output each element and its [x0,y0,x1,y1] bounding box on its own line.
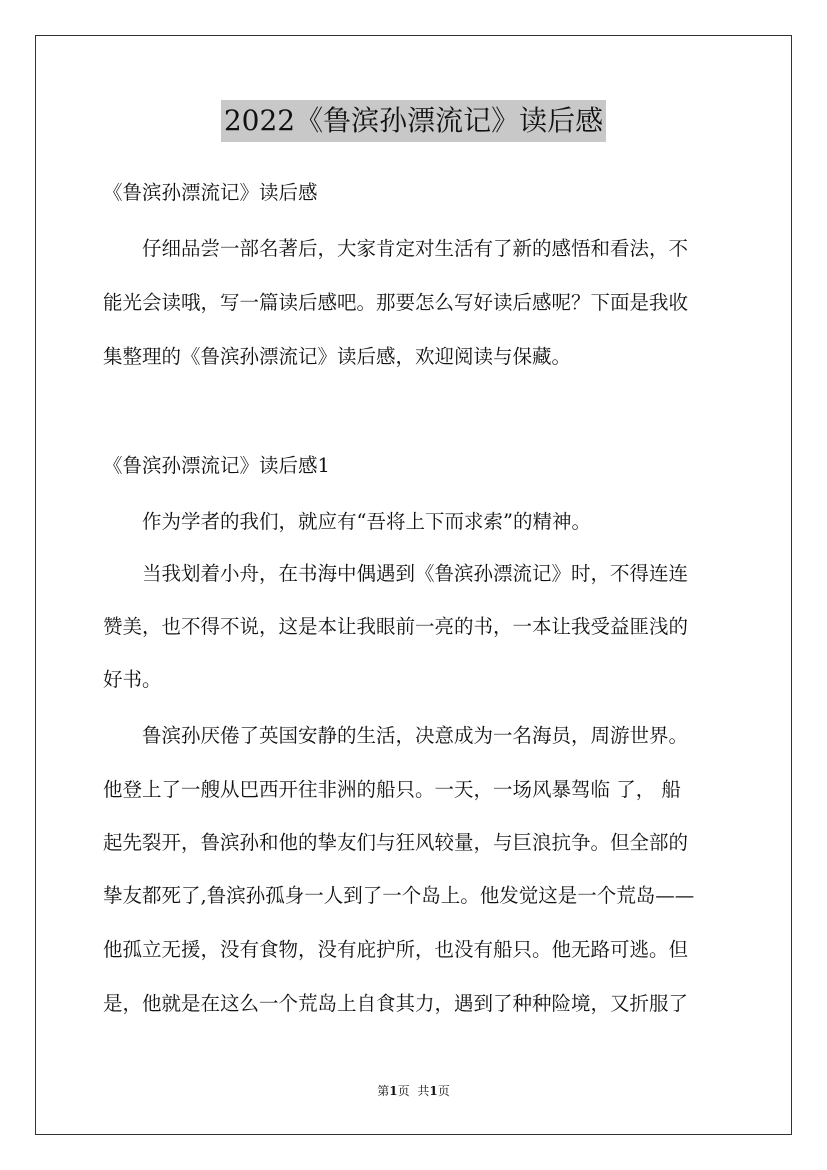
page-footer [0,1083,827,1099]
section-heading: 《鲁滨孙漂流记》读后感1 [103,454,330,477]
body-line: 作为学者的我们，就应有“吾将上下而求索”的精神。 [142,510,591,533]
body-line: 当我划着小舟，在书海中偶遇到《鲁滨孙漂流记》时，不得连连 [142,562,689,585]
body-line: 赞美，也不得不说，这是本让我眼前一亮的书，一本让我受益匪浅的 [103,615,689,638]
page-number: 1 [389,1084,398,1098]
intro-line: 能光会读哦，写一篇读后感吧。那要怎么写好读后感呢？下面是我收 [103,291,689,314]
body-line: 鲁滨孙厌倦了英国安静的生活，决意成为一名海员，周游世界。 [142,724,689,747]
body-line: 挚友都死了,鲁滨孙孤身一人到了一个岛上。他发觉这是一个荒岛—— [103,884,695,907]
intro-line: 集整理的《鲁滨孙漂流记》读后感，欢迎阅读与保藏。 [103,345,572,368]
body-line: 是，他就是在这么一个荒岛上自食其力，遇到了种种险境，又折服了 [103,992,689,1015]
body-line: 起先裂开，鲁滨孙和他的挚友们与狂风较量，与巨浪抗争。但全部的 [103,831,689,854]
body-line: 他孤立无援，没有食物，没有庇护所，也没有船只。他无路可逃。但 [103,938,689,961]
page-suffix: 页 [397,1084,410,1098]
body-line: 他登上了一艘从巴西开往非洲的船只。一天，一场风暴驾临 了， 船 [103,778,681,801]
page-prefix: 第 [377,1084,390,1098]
total-suffix: 页 [437,1084,450,1098]
body-line: 好书。 [103,668,162,691]
subtitle: 《鲁滨孙漂流记》读后感 [103,181,318,204]
document-title: 2022《鲁滨孙漂流记》读后感 [221,100,606,142]
intro-line: 仔细品尝一部名著后，大家肯定对生活有了新的感悟和看法，不 [142,237,689,260]
total-prefix: 共 [417,1084,430,1098]
total-pages: 1 [429,1084,438,1098]
title-container [0,100,827,142]
